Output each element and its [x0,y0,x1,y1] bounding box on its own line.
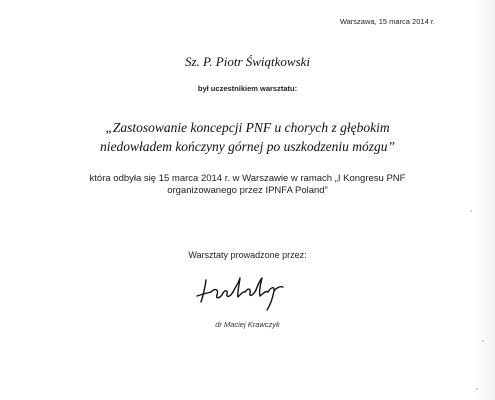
signer-name: dr Maciej Krawczyk [215,320,280,329]
workshop-title-line-2: niedowładem kończyny górnej po uszkodzeniu mózgu” [99,139,396,154]
paper-speck [470,210,472,212]
event-description-line-1: która odbyła się 15 marca 2014 r. w Warszawie w ramach „I Kongresu PNF [89,173,406,184]
paper-speck [482,340,484,342]
led-by-label: Warsztaty prowadzone przez: [188,250,307,260]
recipient-name: Sz. P. Piotr Świątkowski [184,54,311,69]
date-line: Warszawa, 15 marca 2014 r. [339,17,435,26]
participant-label: był uczestnikiem warsztatu: [197,84,298,93]
event-description-line-2: organizowanego przez IPNFA Poland” [167,185,328,196]
handwritten-signature [193,266,293,314]
paper-speck [476,388,478,390]
workshop-title [0,118,495,156]
event-description [0,173,495,197]
workshop-title-line-1: „Zastosowanie koncepcji PNF u chorych z głębokim [105,120,390,135]
